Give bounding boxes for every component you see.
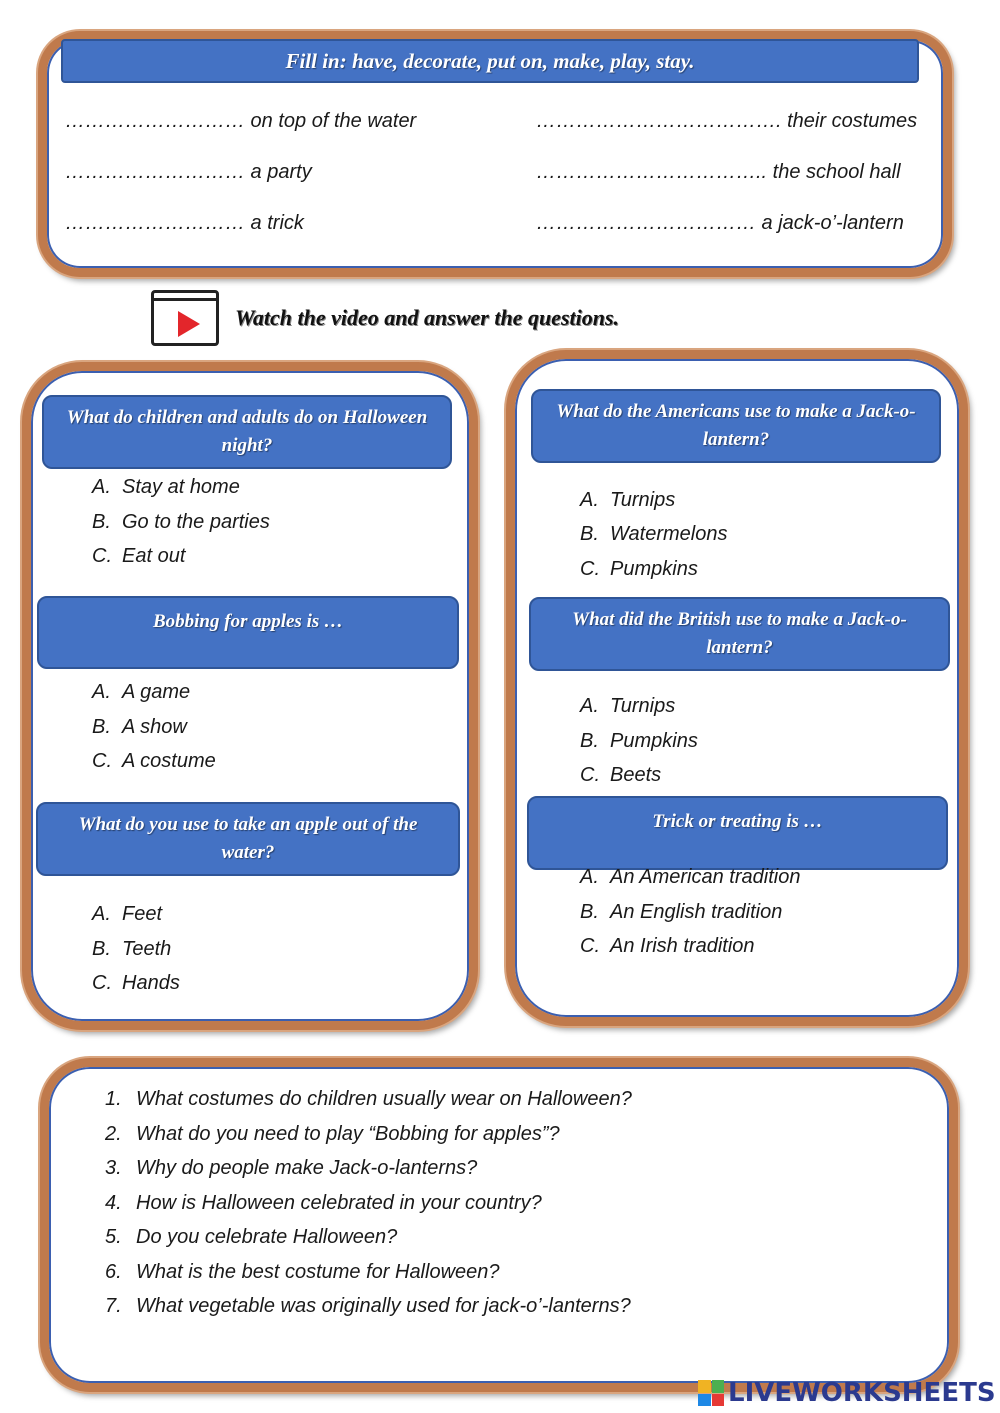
- watch-video-instruction: Watch the video and answer the questions.: [235, 305, 620, 330]
- left-q1-option-a[interactable]: A. Stay at home: [92, 476, 240, 498]
- discussion-question-1: 1. What costumes do children usually wear on Halloween?: [105, 1088, 632, 1110]
- fill-in-row-6: …………………………… a jack-o’-lantern: [536, 212, 904, 234]
- liveworksheets-logo-icon: [698, 1380, 724, 1406]
- left-q3-option-b[interactable]: B. Teeth: [92, 938, 172, 960]
- discussion-question-4: 4. How is Halloween celebrated in your country?: [105, 1192, 542, 1214]
- fill-in-row-1: ……………………… on top of the water: [65, 110, 417, 132]
- right-q1-option-c[interactable]: C. Pumpkins: [580, 558, 698, 580]
- liveworksheets-logo-text: LIVEWORKSHEETS: [728, 1378, 996, 1408]
- left-question-1: What do children and adults do on Halloween night?: [42, 395, 452, 469]
- fill-in-row-5: …………………………….. the school hall: [536, 161, 901, 183]
- right-question-3: Trick or treating is …: [527, 796, 948, 870]
- right-q2-option-b[interactable]: B. Pumpkins: [580, 730, 698, 752]
- fill-in-row-2: ……………………… a party: [65, 161, 312, 183]
- discussion-question-7: 7. What vegetable was originally used for jack-o’-lanterns?: [105, 1295, 631, 1317]
- discussion-question-3: 3. Why do people make Jack-o-lanterns?: [105, 1157, 478, 1179]
- right-q2-option-c[interactable]: C. Beets: [580, 764, 662, 786]
- left-q1-option-c[interactable]: C. Eat out: [92, 545, 186, 567]
- video-play-icon[interactable]: [151, 290, 219, 346]
- left-q2-option-c[interactable]: C. A costume: [92, 750, 216, 772]
- liveworksheets-logo[interactable]: [698, 1378, 996, 1408]
- left-question-3: What do you use to take an apple out of the water?: [36, 802, 460, 876]
- left-q2-option-a[interactable]: A. A game: [92, 681, 191, 703]
- fill-in-row-3: ……………………… a trick: [65, 212, 304, 234]
- left-question-2: Bobbing for apples is …: [37, 596, 459, 669]
- discussion-question-6: 6. What is the best costume for Halloween?: [105, 1261, 500, 1283]
- left-q1-option-b[interactable]: B. Go to the parties: [92, 511, 270, 533]
- left-q3-option-a[interactable]: A. Feet: [92, 903, 163, 925]
- right-q2-option-a[interactable]: A. Turnips: [580, 695, 676, 717]
- right-q1-option-b[interactable]: B. Watermelons: [580, 523, 728, 545]
- right-question-2: What did the British use to make a Jack-o-lantern?: [529, 597, 950, 671]
- fill-in-title: Fill in: have, decorate, put on, make, play, stay.: [61, 39, 919, 83]
- fill-in-row-4: ………………………………. their costumes: [536, 110, 918, 132]
- right-q3-option-b[interactable]: B. An English tradition: [580, 901, 783, 923]
- right-q3-option-c[interactable]: C. An Irish tradition: [580, 935, 755, 957]
- discussion-question-5: 5. Do you celebrate Halloween?: [105, 1226, 398, 1248]
- right-q1-option-a[interactable]: A. Turnips: [580, 489, 676, 511]
- right-q3-option-a[interactable]: A. An American tradition: [580, 866, 801, 888]
- discussion-question-2: 2. What do you need to play “Bobbing for apples”?: [105, 1123, 560, 1145]
- right-question-1: What do the Americans use to make a Jack-o-lantern?: [531, 389, 941, 463]
- left-q2-option-b[interactable]: B. A show: [92, 716, 187, 738]
- left-q3-option-c[interactable]: C. Hands: [92, 972, 180, 994]
